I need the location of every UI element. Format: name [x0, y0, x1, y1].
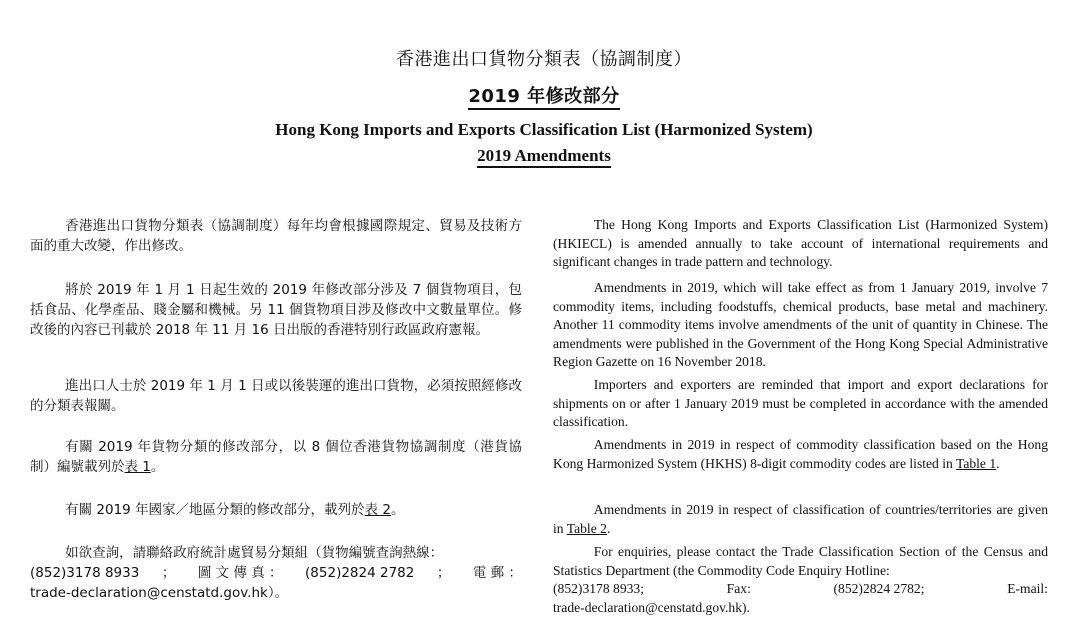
zh-email-label: 電 郵 ：	[472, 565, 522, 581]
zh-p5-end: 。	[390, 502, 405, 518]
subtitle-zh	[0, 82, 1088, 108]
en-paragraph-1: The Hong Kong Imports and Exports Classification List (Harmonized System) (HKIECL) is amended annually to take account of international requirements and significant changes in trade pattern and technology.	[553, 217, 1048, 270]
zh-p6-end: ）。	[267, 585, 289, 601]
zh-sep-1: ；	[161, 565, 176, 581]
zh-p4-end: 。	[150, 459, 165, 475]
zh-fax: (852)2824 2782	[305, 565, 415, 581]
en-email[interactable]: trade-declaration@censtatd.gov.hk).	[553, 599, 750, 615]
zh-p6-line1: 如欲查詢，請聯絡政府統計處貿易分類組（貨物編號查詢熱線：	[65, 545, 444, 561]
en-p5-text: Amendments in 2019 in respect of classification of countries/territories are given in	[553, 502, 1048, 536]
en-paragraph-4	[553, 436, 1048, 473]
zh-phone: (852)3178 8933	[30, 565, 140, 581]
subtitle-en	[0, 146, 1088, 166]
en-p4-end: .	[996, 455, 1000, 471]
zh-paragraph-2: 將於 2019 年 1 月 1 日起生效的 2019 年修改部分涉及 7 個貨物項目，包括食品、化學產品、賤金屬和機械。另 11 個貨物項目涉及修改中文數量單位。修改後的內容已刊載於 2018 年 11 月 16 日出版的香港特別行政區政府憲報。	[30, 282, 522, 338]
zh-p6-line3	[30, 583, 522, 603]
zh-fax-label: 圖 文 傳 真 ：	[197, 565, 283, 581]
zh-paragraph-5	[30, 500, 522, 520]
zh-paragraph-3: 進出口人士於 2019 年 1 月 1 日或以後裝運的進出口貨物，必須按照經修改的分類表報關。	[30, 378, 522, 414]
en-p6-text: For enquiries, please contact the Trade Classification Section of the Census and Statistics Department (the Commodity Code Enquiry Hotline:	[553, 544, 1048, 578]
title-en: Hong Kong Imports and Exports Classification List (Harmonized System)	[275, 120, 813, 139]
zh-table-2-link[interactable]: 表 2	[364, 502, 391, 518]
en-paragraph-6	[553, 543, 1048, 617]
en-p5-end: .	[606, 520, 611, 536]
en-fax-label: Fax:	[726, 581, 751, 597]
zh-sep-2: ；	[436, 565, 451, 581]
zh-paragraph-4	[30, 437, 522, 477]
zh-paragraph-6	[30, 543, 522, 603]
subtitle-zh-text: 2019 年修改部分	[468, 86, 619, 110]
en-phone: (852)3178 8933;	[553, 581, 644, 597]
en-p4-text: Amendments in 2019 in respect of commodity classification based on the Hong Kong Harmonized System (HKHS) 8-digit commodity codes are listed in	[553, 437, 1048, 471]
title-zh: 香港進出口貨物分類表（協調制度）	[396, 49, 692, 70]
zh-table-1-link[interactable]: 表 1	[124, 459, 151, 475]
zh-paragraph-1: 香港進出口貨物分類表（協調制度）每年均會根據國際規定、貿易及技術方面的重大改變，作出修改。	[30, 218, 522, 254]
zh-email[interactable]: trade-declaration@censtatd.gov.hk	[30, 585, 268, 601]
en-p6-contact-line	[553, 580, 1048, 599]
en-paragraph-3: Importers and exporters are reminded that import and export declarations for shipments on or after 1 January 2019 must be completed in accordance with the amended classification.	[553, 377, 1048, 430]
en-fax: (852)2824 2782;	[833, 581, 925, 597]
subtitle-en-text: 2019 Amendments	[477, 146, 611, 168]
zh-p4-text: 有關 2019 年貨物分類的修改部分，以 8 個位香港貨物協調制度（港貨協制）編號載列於	[30, 439, 522, 475]
en-table-2-link[interactable]: Table 2	[566, 520, 607, 536]
en-paragraph-2: Amendments in 2019, which will take effect as from 1 January 2019, involve 7 commodity items, including foodstuffs, chemical products, base metal and machinery. Another 11 commodity items involve amendments of the unit of quantity in Chinese. The amendments were published in the Government of the Hong Kong Special Administrative Region Gazette on 16 November 2018.	[553, 280, 1048, 370]
zh-p6-contact-line	[30, 563, 522, 583]
en-paragraph-5	[553, 501, 1048, 538]
zh-p5-text: 有關 2019 年國家／地區分類的修改部分，載列於	[65, 502, 365, 518]
en-email-label: E-mail:	[1007, 581, 1048, 597]
en-table-1-link[interactable]: Table 1	[955, 455, 997, 471]
